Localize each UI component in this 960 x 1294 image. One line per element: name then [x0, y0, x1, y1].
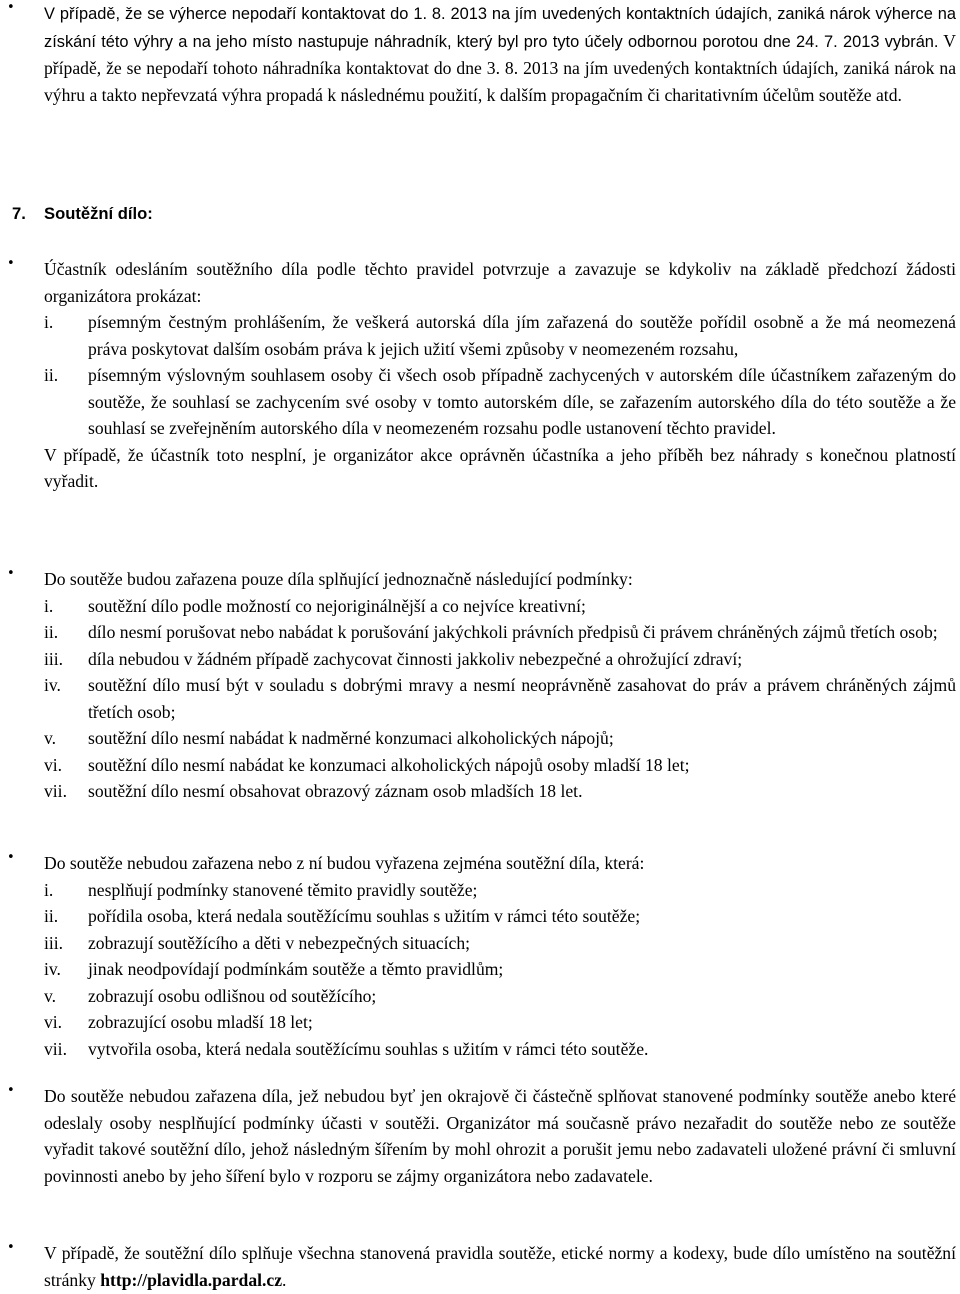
list-item — [44, 778, 956, 805]
list-item-text: vytvořila osoba, která nedala soutěžícímu souhlas s užitím v rámci této soutěže. — [88, 1038, 649, 1059]
list-item-text: soutěžní dílo musí být v souladu s dobrými mravy a nesmí neoprávněně zasahovat do práv a právem chráněných zájmů třetích osob; — [88, 675, 956, 722]
bullet-icon: • — [7, 1240, 15, 1255]
paragraph-text: Do soutěže budou zařazena pouze díla splňující jednoznačně následující podmínky: — [44, 569, 633, 589]
list-item — [44, 752, 956, 779]
paragraph-end: . — [282, 1269, 287, 1290]
bullet-icon: • — [7, 850, 15, 865]
website-link[interactable]: http://plavidla.pardal.cz — [100, 1269, 283, 1290]
list-marker: i. — [44, 879, 54, 900]
list-item-text: písemným čestným prohlášením, že veškerá autorská díla jím zařazená do soutěže pořídil osobně a že má neomezená práva poskytovat dalším osobám práva k jejich užití všemi způsoby v neomezeném rozsahu, — [88, 312, 956, 359]
paragraph-publication — [7, 1240, 956, 1293]
list-item — [44, 903, 956, 930]
bullet-icon: • — [7, 1083, 15, 1098]
paragraph-text: V případě, že účastník toto nesplní, je organizátor akce oprávněn účastníka a jeho příběh bez náhrady s konečnou platností vyřadit. — [44, 444, 956, 491]
list-marker: ii. — [44, 365, 59, 385]
list-item-text: soutěžní dílo nesmí nabádat ke konzumaci alkoholických nápojů osoby mladší 18 let; — [88, 754, 690, 775]
list-marker: i. — [44, 595, 54, 616]
list-marker: v. — [44, 985, 57, 1006]
paragraph-organizer-rights — [7, 1083, 956, 1189]
list-item — [44, 619, 956, 646]
paragraph-text: Do soutěže nebudou zařazena nebo z ní budou vyřazena zejména soutěžní díla, která: — [44, 853, 645, 873]
list-item — [44, 672, 956, 725]
paragraph-conditions — [7, 566, 956, 805]
list-marker: ii. — [44, 622, 59, 642]
list-item-text: soutěžní dílo nesmí nabádat k nadměrné konzumaci alkoholických nápojů; — [88, 728, 614, 748]
list-item — [44, 362, 956, 442]
list-item — [44, 877, 956, 904]
list-item-text: dílo nesmí porušovat nebo nabádat k porušování jakýchkoli právních předpisů či právem chráněných zájmů třetích osob; — [88, 622, 938, 642]
paragraph-participant-obligations — [7, 256, 956, 495]
list-item — [44, 593, 956, 620]
list-item — [44, 956, 956, 983]
list-marker: vi. — [44, 754, 63, 775]
paragraph-text: V případě, že se nepodaří tohoto náhradníka kontaktovat do dne 3. 8. 2013 na jím uvedených kontaktních údajích, zaniká nárok na výhru a takto nepřevzatá výhra propadá k následnému použití, k dalším propagačním či charitativním účelům soutěže atd. — [44, 30, 956, 105]
list-marker: i. — [44, 312, 54, 332]
list-item — [44, 725, 956, 752]
bullet-icon: • — [7, 566, 15, 581]
list-marker: vii. — [44, 781, 67, 801]
bullet-icon: • — [7, 0, 15, 15]
list-item-text: soutěžní dílo nesmí obsahovat obrazový záznam osob mladších 18 let. — [88, 781, 583, 801]
list-item-text: zobrazující osobu mladší 18 let; — [88, 1012, 313, 1032]
list-item — [44, 309, 956, 362]
section-title: Soutěžní dílo: — [44, 204, 153, 223]
list-item-text: písemným výslovným souhlasem osoby či všech osob případně zachycených v autorském díle účastníkem zařazeným do soutěže, že souhlasí se zachycením své osoby v tomto autorském díle, se zařazením autorského díla do této soutěže a že souhlasí se zveřejněním autorského díla v neomezeném rozsahu podle ustanovení těchto pravidel. — [88, 365, 956, 438]
paragraph-exclusions — [7, 850, 956, 1062]
list-item — [44, 1009, 956, 1036]
list-item-text: zobrazují osobu odlišnou od soutěžícího; — [88, 985, 377, 1006]
paragraph-text: Účastník odesláním soutěžního díla podle těchto pravidel potvrzuje a zavazuje se kdykoliv na základě předchozí žádosti organizátora prokázat: — [44, 259, 956, 306]
list-item-text: zobrazují soutěžícího a děti v nebezpečných situacích; — [88, 932, 471, 953]
list-marker: iii. — [44, 932, 64, 953]
list-item-text: soutěžní dílo podle možností co nejoriginálnější a co nejvíce kreativní; — [88, 595, 586, 616]
list-marker: iii. — [44, 648, 64, 669]
section-heading — [12, 204, 153, 224]
list-item — [44, 983, 956, 1010]
list-marker: iv. — [44, 959, 61, 979]
paragraph-text: V případě, že soutěžní dílo splňuje všechna stanovená pravidla soutěže, etické normy a kodexy, bude dílo umístěno na soutěžní stránky — [44, 1243, 956, 1290]
list-item-text: díla nebudou v žádném případě zachycovat činnosti jakkoliv nebezpečné a ohrožující zdraví; — [88, 648, 743, 669]
list-marker: vii. — [44, 1038, 67, 1059]
list-marker: v. — [44, 728, 57, 748]
list-marker: vi. — [44, 1012, 63, 1032]
list-item — [44, 646, 956, 673]
section-number: 7. — [12, 204, 26, 223]
list-item — [44, 930, 956, 957]
list-item-text: jinak neodpovídají podmínkám soutěže a těmto pravidlům; — [88, 959, 504, 979]
list-marker: iv. — [44, 675, 61, 695]
bullet-icon: • — [7, 256, 15, 271]
paragraph-winner-contact — [7, 0, 956, 108]
list-item — [44, 1036, 956, 1063]
list-item-text: pořídila osoba, která nedala soutěžícímu souhlas s užitím v rámci této soutěže; — [88, 906, 641, 926]
list-item-text: nesplňují podmínky stanovené těmito pravidly soutěže; — [88, 879, 478, 900]
paragraph-text: Do soutěže nebudou zařazena díla, jež nebudou byť jen okrajově či částečně splňovat stanovené podmínky soutěže anebo které odeslaly osoby nesplňující podmínky účasti v soutěži. Organizátor má současně právo nezařadit do soutěže nebo ze soutěže vyřadit takové soutěžní dílo, jehož následným šířením by mohl ohrozit a porušit jemu nebo zadavateli uložené právní či smluvní povinnosti anebo by jeho šíření bylo v rozporu se zájmy organizátora nebo zadavatele. — [44, 1086, 956, 1186]
list-marker: ii. — [44, 906, 59, 926]
paragraph-text: V případě, že se výherce nepodaří kontaktovat do 1. 8. 2013 na jím uvedených kontaktních údajích, zaniká nárok výherce na získání této výhry a na jeho místo nastupuje náhradník, který byl pro tyto účely odbornou porotou dne 24. 7. 2013 vybrán. — [44, 5, 956, 51]
